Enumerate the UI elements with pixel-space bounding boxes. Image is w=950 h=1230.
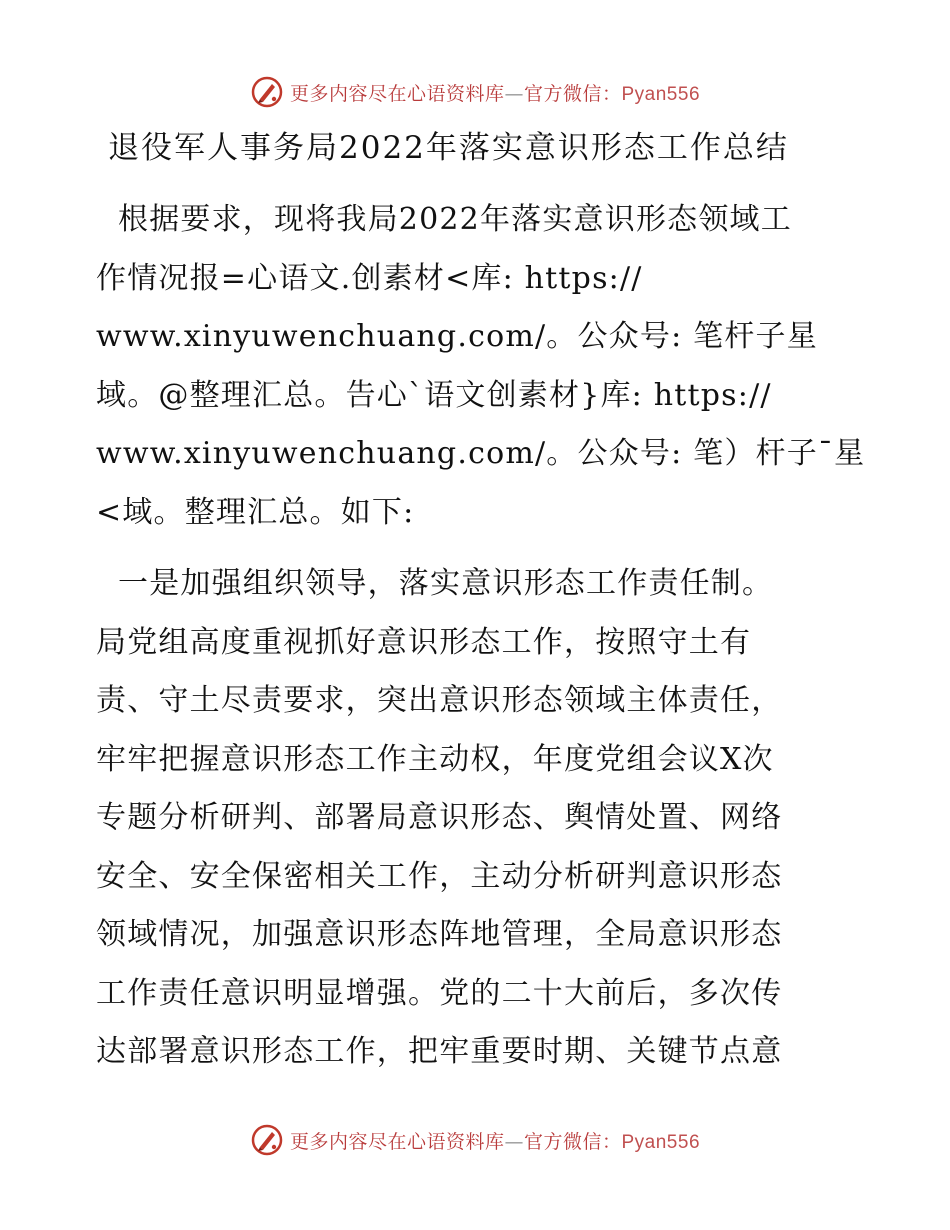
banner-slogan: 更多内容尽在心语资料库: [289, 1130, 505, 1153]
text-line: www.xinyuwenchuang.com/。公众号: 笔）杆子¯星: [96, 436, 866, 471]
text-line: <域。整理汇总。如下:: [96, 494, 415, 530]
text-line: 领域情况，加强意识形态阵地管理，全局意识形态: [96, 917, 783, 952]
text-line: 局党组高度重视抓好意识形态工作，按照守土有: [96, 624, 752, 660]
banner-dash: —: [504, 1130, 524, 1153]
paragraph-point-one: [96, 555, 856, 1082]
brand-logo-icon: [250, 1123, 284, 1157]
banner-slogan: 更多内容尽在心语资料库: [289, 82, 505, 105]
banner-text: [290, 79, 700, 106]
text-line: 一是加强组织领导，落实意识形态工作责任制。: [118, 566, 774, 601]
banner-wechat-label: 官方微信：: [523, 1130, 622, 1153]
text-line: 域。@整理汇总。告心`语文创素材}库: https://: [96, 377, 772, 413]
banner-text: [290, 1127, 700, 1154]
text-line: www.xinyuwenchuang.com/。公众号: 笔杆子星: [96, 319, 818, 354]
banner-wechat-label: 官方微信：: [523, 82, 622, 105]
text-line: 工作责任意识明显增强。党的二十大前后，多次传: [96, 975, 783, 1011]
text-line: 安全、安全保密相关工作，主动分析研判意识形态: [96, 858, 783, 894]
banner-wechat-id: Pyan556: [621, 1131, 701, 1153]
text-line: 牢牢把握意识形态工作主动权，年度党组会议X次: [96, 741, 774, 777]
text-line: 达部署意识形态工作，把牢重要时期、关键节点意: [96, 1034, 783, 1069]
paragraph-intro: [96, 191, 866, 542]
banner-wechat-id: Pyan556: [621, 83, 701, 105]
banner-dash: —: [504, 82, 524, 105]
header-banner: [0, 72, 950, 112]
document-title: 退役军人事务局2022年落实意识形态工作总结: [108, 130, 789, 166]
text-line: 根据要求，现将我局2022年落实意识形态领域工: [118, 202, 792, 237]
text-line: 专题分析研判、部署局意识形态、舆情处置、网络: [96, 800, 783, 835]
text-line: 责、守土尽责要求，突出意识形态领域主体责任，: [96, 683, 783, 718]
brand-logo-icon: [250, 75, 284, 109]
footer-banner: [0, 1120, 950, 1160]
text-line: 作情况报=心语文.创素材<库: https://: [96, 260, 643, 296]
